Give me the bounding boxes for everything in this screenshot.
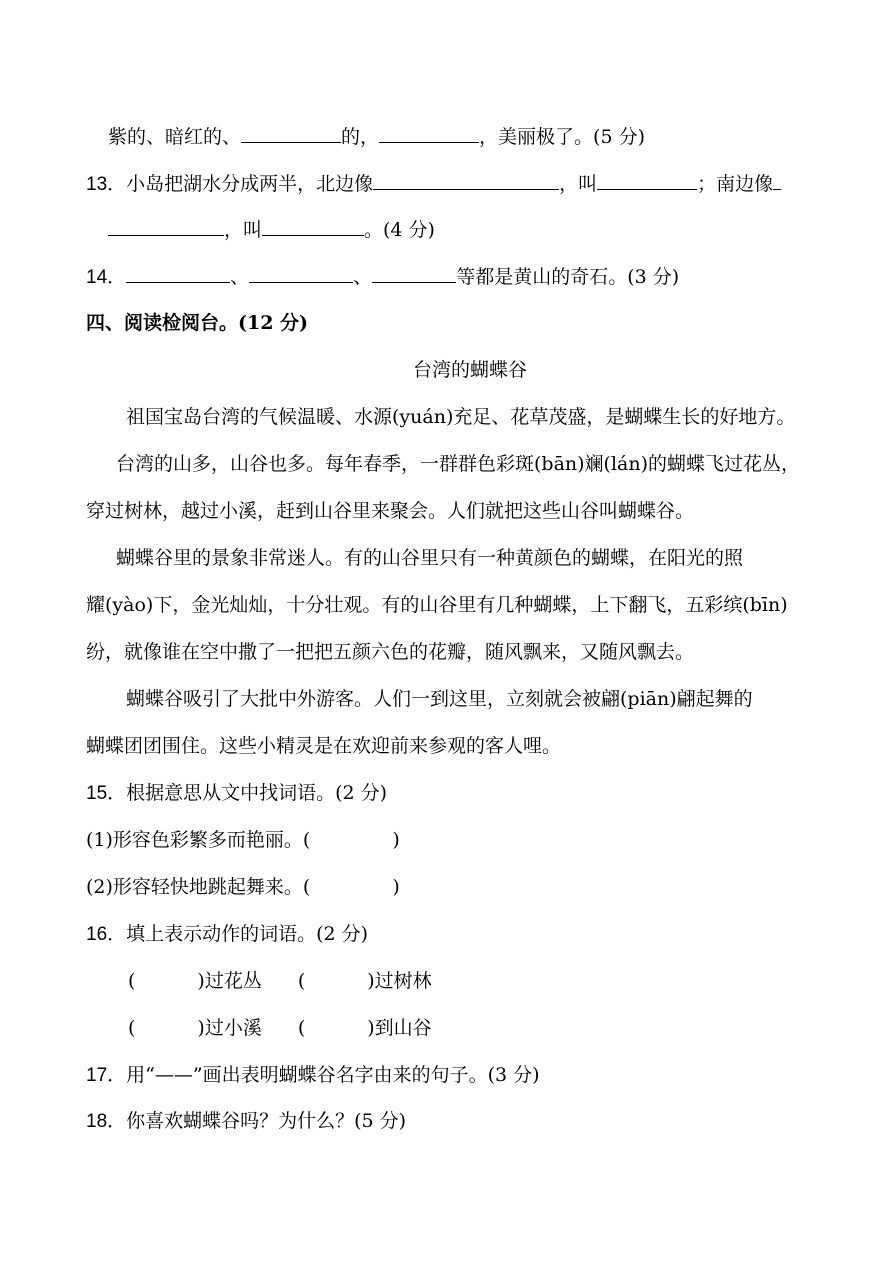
question-17-number: 17 [86, 1065, 108, 1086]
question-18 [86, 1108, 406, 1135]
question-16 [86, 921, 368, 948]
question-15-item-1 [86, 827, 400, 853]
q13-answer-blank-3[interactable] [108, 216, 224, 236]
question-16-text: ．填上表示动作的词语。(2 分) [107, 923, 369, 945]
question-14-text: 等都是黄山的奇石。(3 分) [456, 266, 680, 288]
q16-r2-b-text: )到山谷 [367, 1017, 432, 1039]
question-16-number: 16 [86, 924, 108, 945]
q13-answer-blank-3-start[interactable] [773, 170, 781, 190]
passage-paragraph-3-line-2: 耀(yào)下，金光灿灿，十分壮观。有的山谷里有几种蝴蝶，上下翻飞，五彩缤(bīn) [86, 594, 788, 616]
question-14-number: 14 [86, 267, 108, 288]
q16-r1-b-text: )过树林 [367, 970, 432, 992]
question-16-row-2 [128, 1015, 432, 1041]
question-18-text: ．你喜欢蝴蝶谷吗？为什么？(5 分) [107, 1110, 407, 1132]
question-15-text: ．根据意思从文中找词语。(2 分) [107, 782, 388, 804]
q12-answer-blank-2[interactable] [379, 123, 479, 143]
question-13-text-c: ；南边像 [697, 173, 774, 195]
passage-paragraph-3-line-3: 纷，就像谁在空中撒了一把把五颜六色的花瓣，随风飘来，又随风飘去。 [86, 641, 695, 663]
q12-answer-blank-1[interactable] [241, 123, 341, 143]
passage-paragraph-1: 祖国宝岛台湾的气候温暖、水源(yuán)充足、花草茂盛，是蝴蝶生长的好地方。 [126, 406, 796, 428]
q12-text-b: 的， [341, 126, 380, 148]
q16-r2-a-open: ( [128, 1017, 136, 1039]
question-13-text-d: ，叫 [224, 219, 263, 241]
question-14-sep-2: 、 [353, 266, 373, 288]
q16-r2-a-text: )过小溪 [197, 1017, 262, 1039]
question-14-dot: ． [107, 266, 127, 288]
q16-r1-b-open: ( [297, 970, 306, 992]
question-14 [86, 263, 679, 291]
q15-item-2-close: ) [392, 876, 400, 898]
question-14-sep-1: 、 [230, 266, 250, 288]
q13-answer-blank-2[interactable] [597, 170, 697, 190]
q13-answer-blank-4[interactable] [262, 216, 364, 236]
q15-item-2-text: (2)形容轻快地跳起舞来。( [86, 876, 311, 898]
q14-answer-blank-1[interactable] [126, 263, 230, 283]
question-13-text-a: ．小岛把湖水分成两半，北边像 [107, 173, 374, 195]
question-15-number: 15 [86, 783, 108, 804]
q12-continuation-line [108, 123, 645, 150]
passage-paragraph-4-line-2: 蝴蝶团团围住。这些小精灵是在欢迎前来参观的客人哩。 [86, 735, 562, 757]
q16-r1-a-open: ( [128, 970, 136, 992]
question-16-row-1 [128, 968, 432, 994]
question-13-line-2 [108, 216, 435, 243]
question-13-line-1 [86, 170, 781, 198]
passage-paragraph-2-line-2: 穿过树林，越过小溪，赶到山谷里来聚会。人们就把这些山谷叫蝴蝶谷。 [86, 500, 695, 522]
question-15-item-2 [86, 874, 400, 900]
passage-paragraph-2-line-1: 台湾的山多，山谷也多。每年春季，一群群色彩斑(bān)斓(lán)的蝴蝶飞过花丛， [116, 453, 801, 475]
question-17 [86, 1062, 540, 1089]
question-13-number: 13 [86, 174, 108, 195]
q13-answer-blank-1[interactable] [373, 170, 559, 190]
q12-text-a: 紫的、暗红的、 [108, 126, 242, 148]
question-13-text-e: 。(4 分) [364, 219, 435, 241]
q15-item-1-close: ) [392, 829, 400, 851]
question-13-text-b: ，叫 [559, 173, 598, 195]
question-15 [86, 780, 387, 807]
passage-paragraph-3-line-1: 蝴蝶谷里的景象非常迷人。有的山谷里只有一种黄颜色的蝴蝶，在阳光的照 [116, 547, 744, 569]
q14-answer-blank-3[interactable] [372, 263, 456, 283]
q16-r2-b-open: ( [297, 1017, 306, 1039]
question-18-number: 18 [86, 1111, 108, 1132]
q16-r1-a-text: )过花丛 [197, 970, 262, 992]
passage-title: 台湾的蝴蝶谷 [412, 359, 527, 381]
passage-paragraph-4-line-1: 蝴蝶谷吸引了大批中外游客。人们一到这里，立刻就会被翩(piān)翩起舞的 [126, 688, 753, 710]
question-17-text: ．用“——”画出表明蝴蝶谷名字由来的句子。(3 分) [107, 1064, 540, 1086]
section-4-heading: 四、阅读检阅台。(12 分) [86, 312, 309, 334]
q15-item-1-text: (1)形容色彩繁多而艳丽。( [86, 829, 311, 851]
q12-text-c: ，美丽极了。(5 分) [479, 126, 645, 148]
q14-answer-blank-2[interactable] [249, 263, 353, 283]
